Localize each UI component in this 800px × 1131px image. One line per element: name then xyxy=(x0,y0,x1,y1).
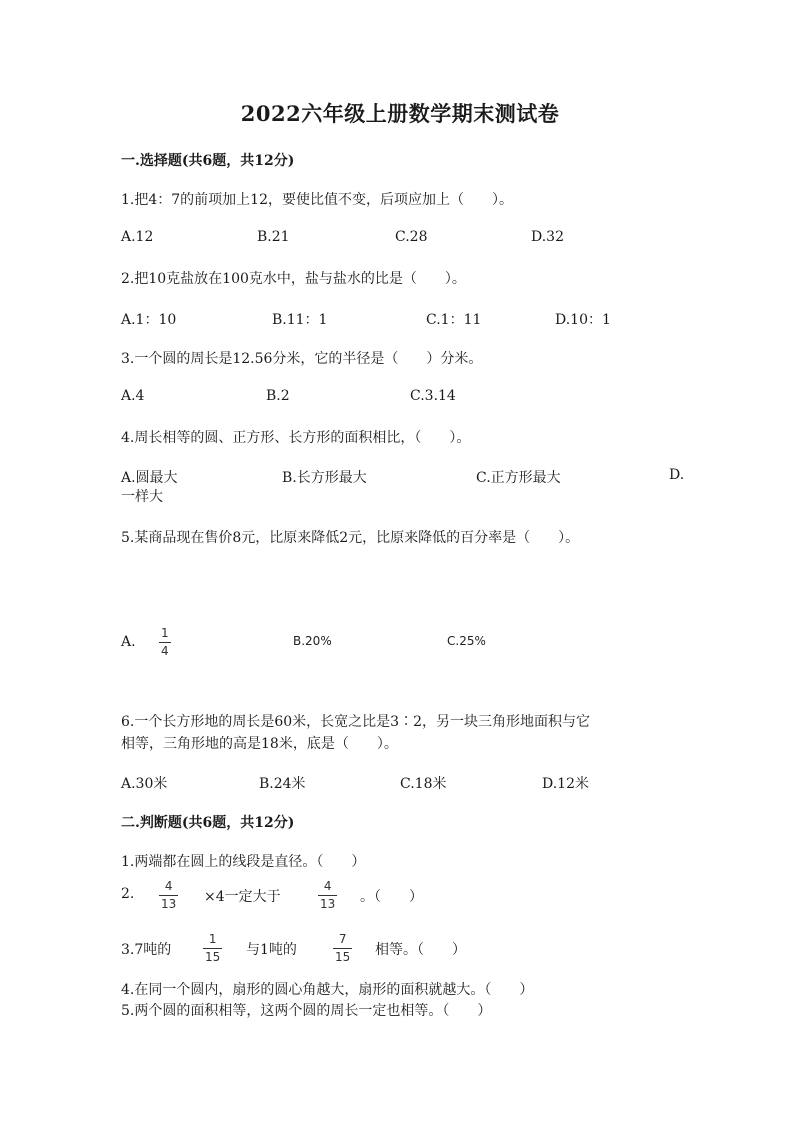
judgement-2-fraction-2 xyxy=(318,879,337,912)
q6-option-c: C.18米 xyxy=(400,776,447,792)
q4-option-d: D. xyxy=(669,467,685,483)
judgement-3-middle: 与1吨的 xyxy=(246,942,297,958)
fraction-numerator: 4 xyxy=(164,879,173,893)
q3-option-c: C.3.14 xyxy=(410,388,456,404)
page-title: 2022六年级上册数学期末测试卷 xyxy=(240,101,560,126)
q4-option-a: A.圆最大 xyxy=(121,470,178,486)
q2-option-a: A.1：10 xyxy=(121,312,177,328)
q6-option-a: A.30米 xyxy=(121,776,168,792)
judgement-2-prefix: 2. xyxy=(121,886,135,902)
q1-option-d: D.32 xyxy=(531,229,564,245)
q2-option-d: D.10：1 xyxy=(555,312,611,328)
judgement-2-suffix: 。（ ） xyxy=(360,889,423,905)
fraction-bar xyxy=(159,895,178,896)
fraction-denominator: 15 xyxy=(205,950,221,964)
fraction-bar xyxy=(203,948,222,949)
fraction-numerator: 7 xyxy=(338,932,347,946)
fraction-bar xyxy=(318,895,337,896)
question-3: 3.一个圆的周长是12.56分米，它的半径是（ ）分米。 xyxy=(121,351,483,367)
q5-option-a-fraction xyxy=(159,626,171,659)
question-6-line-2: 相等，三角形地的高是18米，底是（ ）。 xyxy=(121,736,398,752)
fraction-denominator: 4 xyxy=(161,644,169,658)
q1-option-c: C.28 xyxy=(395,229,428,245)
fraction-numerator: 1 xyxy=(161,626,169,640)
q2-option-c: C.1：11 xyxy=(426,312,482,328)
q3-option-a: A.4 xyxy=(121,388,145,404)
fraction-denominator: 13 xyxy=(161,897,177,911)
q5-option-b: B.20% xyxy=(293,634,332,648)
q4-option-d-text: 一样大 xyxy=(121,489,163,505)
fraction-numerator: 4 xyxy=(323,879,332,893)
judgement-3-suffix: 相等。（ ） xyxy=(375,942,466,958)
question-2: 2.把10克盐放在100克水中，盐与盐水的比是（ ）。 xyxy=(121,271,466,287)
q4-option-c: C.正方形最大 xyxy=(476,470,561,486)
judgement-5: 5.两个圆的面积相等，这两个圆的周长一定也相等。（ ） xyxy=(121,1003,492,1019)
fraction-denominator: 15 xyxy=(335,950,351,964)
question-6-line-1: 6.一个长方形地的周长是60米，长宽之比是3∶2，另一块三角形地面积与它 xyxy=(121,714,590,730)
q3-option-b: B.2 xyxy=(266,388,290,404)
q4-option-b: B.长方形最大 xyxy=(282,470,367,486)
question-4: 4.周长相等的圆、正方形、长方形的面积相比，（ ）。 xyxy=(121,430,471,446)
judgement-3-fraction-2 xyxy=(333,932,352,965)
question-1: 1.把4：7的前项加上12，要使比值不变，后项应加上（ ）。 xyxy=(121,192,513,208)
judgement-3-fraction-1 xyxy=(203,932,222,965)
q6-option-b: B.24米 xyxy=(259,776,306,792)
q5-option-a: A. xyxy=(121,634,136,650)
section-heading-judgement: 二.判断题(共6题，共12分) xyxy=(121,815,295,831)
judgement-3-prefix: 3.7吨的 xyxy=(121,942,172,958)
question-5: 5.某商品现在售价8元，比原来降低2元，比原来降低的百分率是（ ）。 xyxy=(121,530,580,546)
judgement-2-fraction-1 xyxy=(159,879,178,912)
q5-option-c: C.25% xyxy=(447,634,486,648)
q2-option-b: B.11：1 xyxy=(272,312,328,328)
fraction-numerator: 1 xyxy=(208,932,217,946)
section-heading-choice: 一.选择题(共6题，共12分) xyxy=(121,153,295,169)
q6-option-d: D.12米 xyxy=(542,776,589,792)
fraction-denominator: 13 xyxy=(320,897,336,911)
judgement-2-middle: ×4一定大于 xyxy=(204,889,281,905)
fraction-bar xyxy=(159,642,171,643)
q1-option-a: A.12 xyxy=(121,229,154,245)
judgement-1: 1.两端都在圆上的线段是直径。（ ） xyxy=(121,854,366,870)
fraction-bar xyxy=(333,948,352,949)
judgement-4: 4.在同一个圆内，扇形的圆心角越大，扇形的面积就越大。（ ） xyxy=(121,982,534,998)
q1-option-b: B.21 xyxy=(257,229,290,245)
